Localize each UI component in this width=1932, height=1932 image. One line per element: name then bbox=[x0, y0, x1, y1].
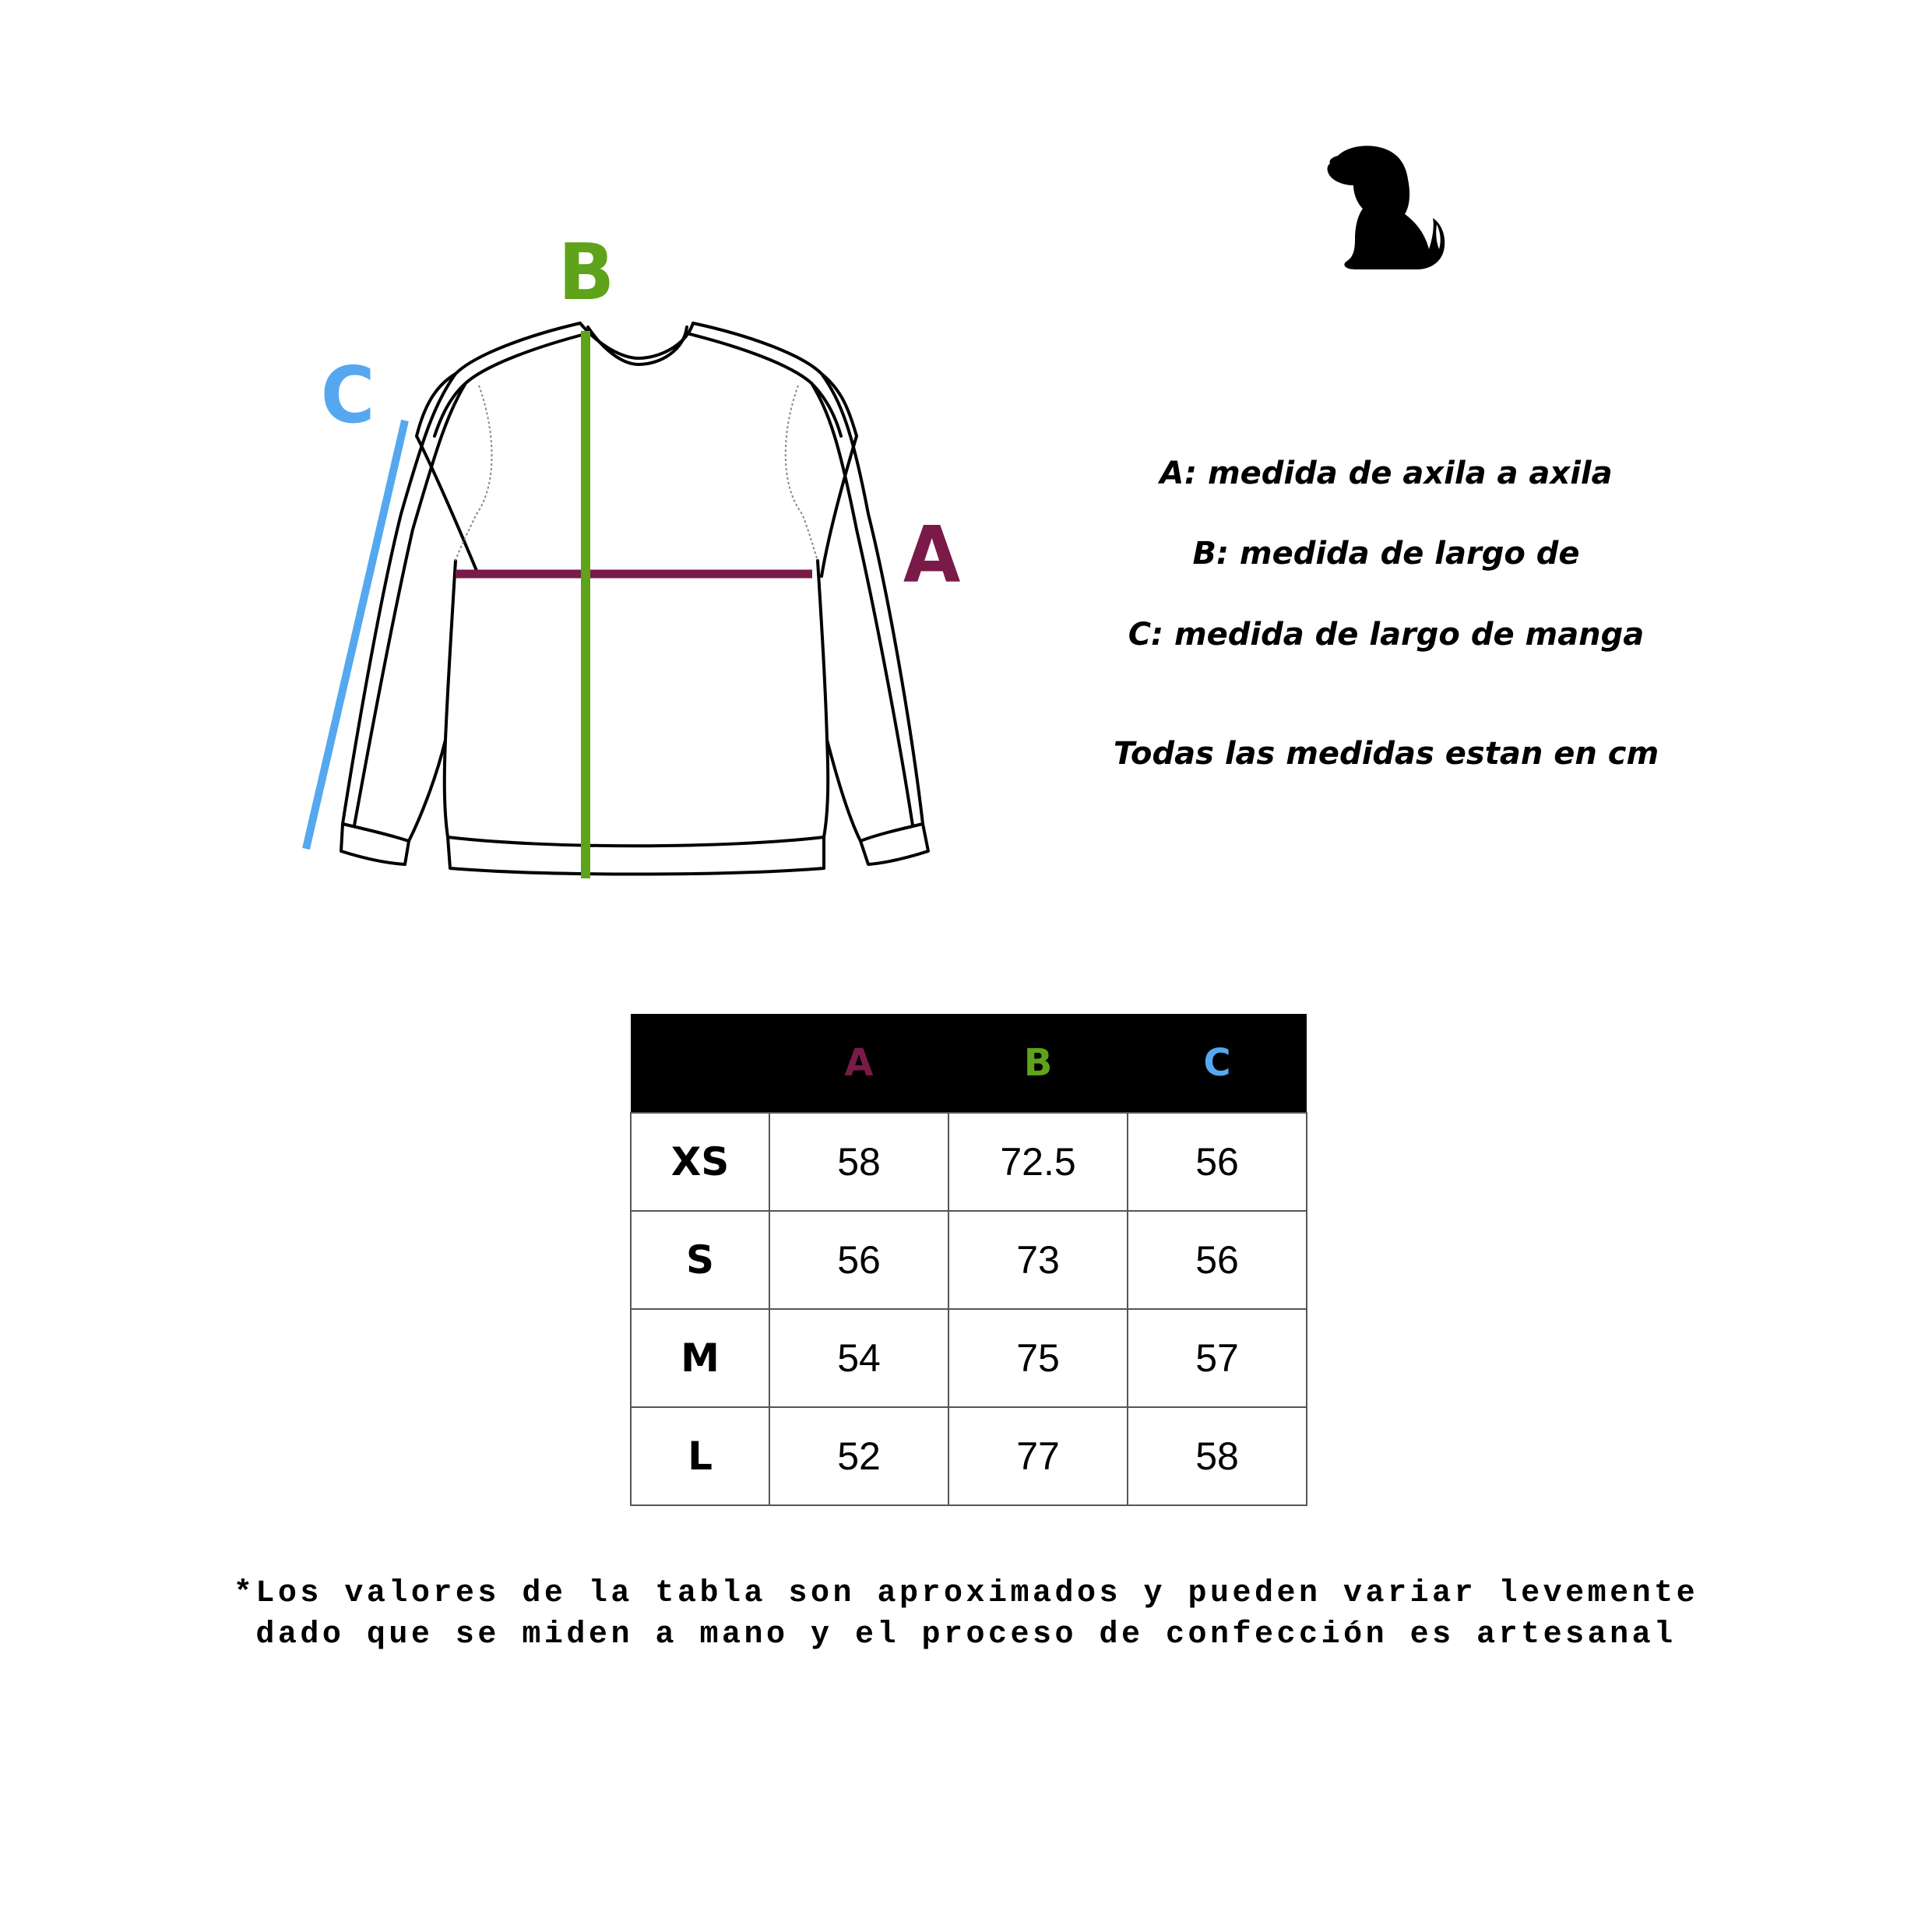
footnote-line-1: *Los valores de la tabla son aproximados y pueden variar levemente bbox=[233, 1576, 1699, 1611]
label-a: A bbox=[903, 509, 958, 600]
size-label: L bbox=[631, 1407, 769, 1505]
table-header-empty bbox=[631, 1014, 769, 1113]
cell-a: 58 bbox=[769, 1113, 948, 1211]
label-b: B bbox=[558, 227, 612, 318]
cell-a: 52 bbox=[769, 1407, 948, 1505]
footnote-line-2: dado que se miden a mano y el proceso de confección es artesanal bbox=[255, 1617, 1677, 1652]
table-header-b: B bbox=[948, 1014, 1128, 1113]
cell-b: 75 bbox=[948, 1309, 1128, 1407]
cell-b: 72.5 bbox=[948, 1113, 1128, 1211]
cell-a: 56 bbox=[769, 1211, 948, 1309]
cell-b: 73 bbox=[948, 1211, 1128, 1309]
table-header-c: C bbox=[1128, 1014, 1307, 1113]
table-row bbox=[631, 1211, 1307, 1309]
label-c: C bbox=[320, 350, 372, 441]
table-header-row bbox=[631, 1014, 1307, 1113]
table-row bbox=[631, 1407, 1307, 1505]
legend-units-text: Todas las medidas estan en cm bbox=[1113, 736, 1659, 772]
size-label: XS bbox=[631, 1113, 769, 1211]
footnote bbox=[156, 1573, 1776, 1656]
cell-a: 54 bbox=[769, 1309, 948, 1407]
size-label: M bbox=[631, 1309, 769, 1407]
table-row bbox=[631, 1309, 1307, 1407]
size-label: S bbox=[631, 1211, 769, 1309]
cell-c: 58 bbox=[1128, 1407, 1307, 1505]
cell-c: 56 bbox=[1128, 1113, 1307, 1211]
legend-a-text: A: medida de axila a axila bbox=[1160, 456, 1613, 491]
cell-c: 57 bbox=[1128, 1309, 1307, 1407]
table-header-a: A bbox=[769, 1014, 948, 1113]
cell-c: 56 bbox=[1128, 1211, 1307, 1309]
legend-c-text: C: medida de largo de manga bbox=[1128, 617, 1645, 653]
legend-b-text: B: medida de largo de bbox=[1192, 536, 1580, 572]
size-table bbox=[630, 1014, 1307, 1506]
table-row bbox=[631, 1113, 1307, 1211]
dog-silhouette-icon bbox=[1324, 140, 1448, 273]
cell-b: 77 bbox=[948, 1407, 1128, 1505]
